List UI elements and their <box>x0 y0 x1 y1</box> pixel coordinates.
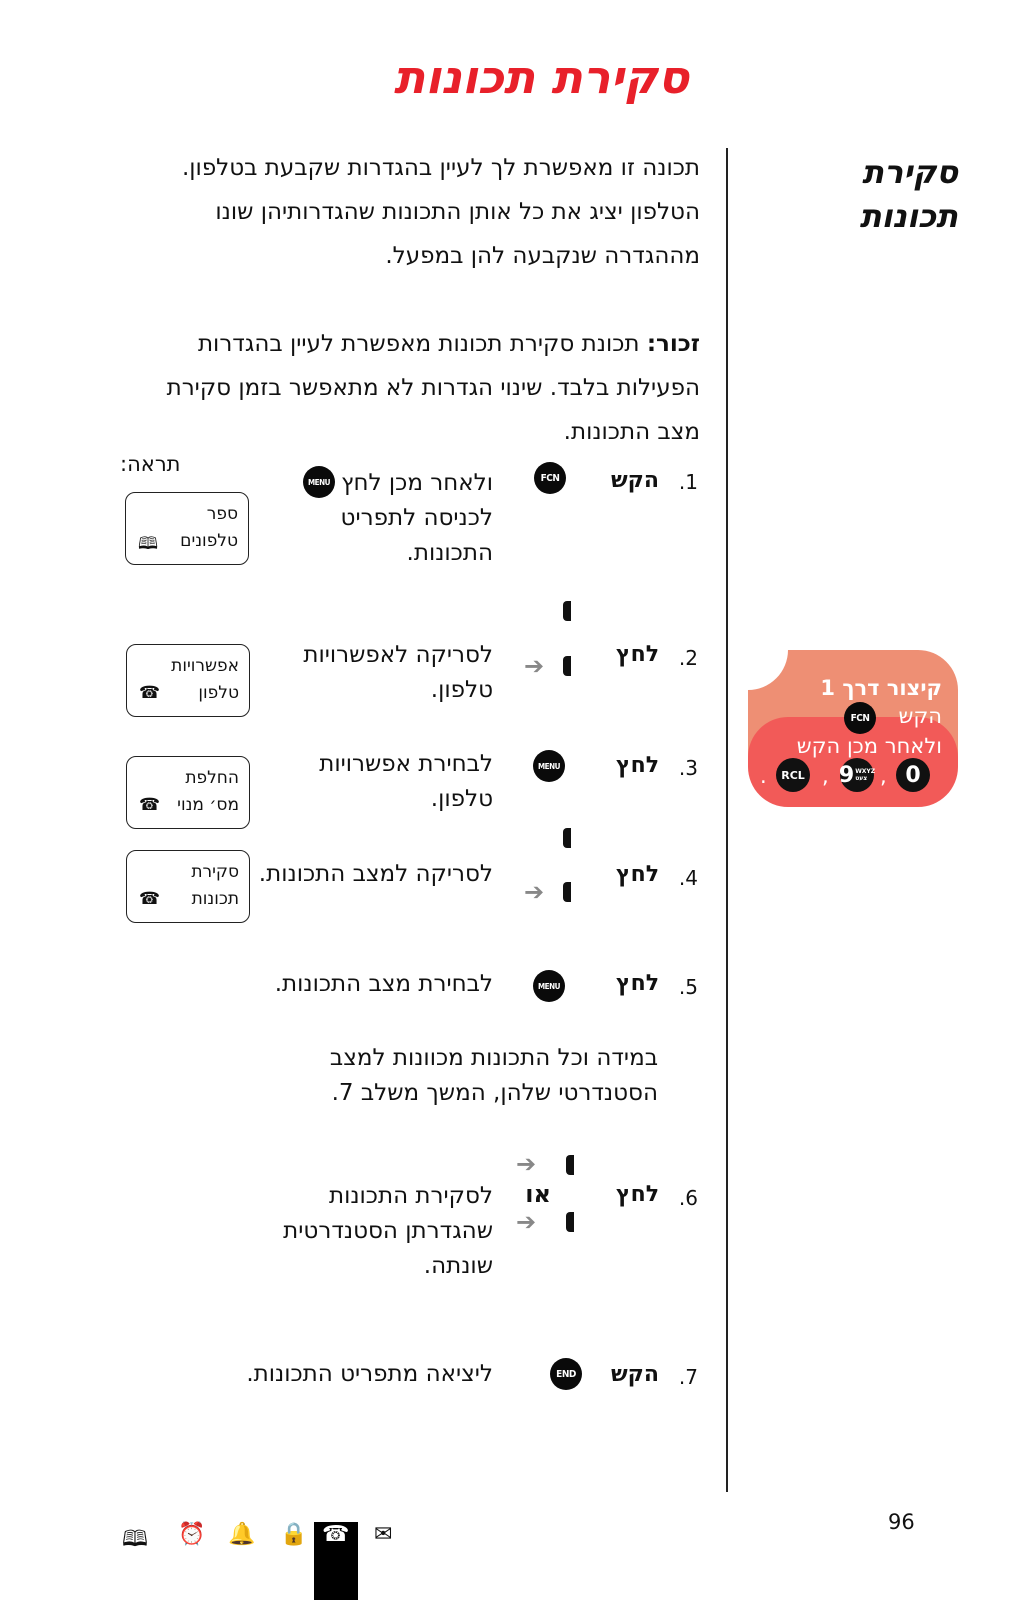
step-description: לסריקה לאפשרויות טלפון. <box>303 642 493 703</box>
side-title: סקירת תכונות <box>859 153 958 235</box>
scroll-key-icon <box>566 1155 574 1175</box>
lock-icon: 🔒 <box>280 1522 308 1547</box>
step-verb: הקש <box>611 1362 659 1387</box>
arrow-right-icon: ➔ <box>516 1150 537 1178</box>
note-paragraph <box>130 322 700 454</box>
step-verb: לחץ <box>616 642 659 667</box>
bell-icon: 🔔 <box>228 1522 256 1547</box>
note-label: זכור: <box>646 331 700 357</box>
step-number: .7 <box>678 1365 698 1389</box>
arrow-right-icon: ➔ <box>524 878 545 906</box>
display-line1: אפשרויות <box>171 656 239 676</box>
shortcut-line2: ולאחר מכן הקש <box>796 734 942 758</box>
scroll-key-icon <box>563 828 571 848</box>
fcn-key-icon: FCN <box>534 462 566 494</box>
step-verb: לחץ <box>616 1182 659 1207</box>
intro-paragraph: תכונה זו מאפשרת לך לעיין בהגדרות שקבעת בטלפון. הטלפון יציג את כל אותן התכונות שהגדרותיהן שונו מההגדרה שנקבעה להן במפעל. <box>181 155 700 269</box>
shortcut-title: קיצור דרך 1 <box>820 676 942 700</box>
step-verb: הקש <box>611 468 659 493</box>
end-key-icon: END <box>550 1358 582 1390</box>
step-number: .3 <box>678 756 698 780</box>
display-screen <box>126 756 250 829</box>
phone-icon: ☎ <box>139 683 161 703</box>
comma-separator: , <box>880 764 887 788</box>
phone-icon: ☎ <box>322 1522 350 1547</box>
book-icon: 🕮 <box>138 534 159 554</box>
display-line2: מס׳ מנוי <box>177 795 239 815</box>
step-description: ליציאה מתפריט התכונות. <box>246 1361 493 1387</box>
step-number: .5 <box>678 975 698 999</box>
menu-key-icon: MENU <box>533 750 565 782</box>
comma-separator: , <box>822 764 829 788</box>
display-screen <box>126 850 250 923</box>
key-9-sub-latin: WXYZ <box>855 768 876 775</box>
key-9-icon <box>840 758 874 792</box>
shortcut-line1: הקש <box>898 704 942 728</box>
key-9-sub-hebrew: צעט <box>855 775 868 782</box>
step-description: לבחירת מצב התכונות. <box>274 971 493 997</box>
menu-key-icon: MENU <box>303 466 335 498</box>
display-line2: טלפון <box>198 683 239 703</box>
arrow-right-icon: ➔ <box>516 1208 537 1236</box>
display-screen <box>125 492 249 565</box>
period: . <box>760 764 767 788</box>
scroll-key-icon <box>563 601 571 621</box>
step-number: .1 <box>678 470 698 494</box>
book-icon: 🕮 <box>122 1527 148 1552</box>
scroll-key-icon <box>563 656 571 676</box>
page-title: סקירת תכונות <box>393 50 689 104</box>
column-divider <box>726 148 728 1492</box>
display-line2: תכונות <box>191 889 239 909</box>
page-number: 96 <box>888 1510 915 1534</box>
display-line1: ספר <box>206 504 238 524</box>
menu-key-icon: MENU <box>533 970 565 1002</box>
envelope-icon: ✉ <box>374 1522 393 1547</box>
scroll-key-icon <box>563 882 571 902</box>
key-9-label: 9 <box>838 762 855 788</box>
rcl-key-icon: RCL <box>776 758 810 792</box>
step-description: לסריקה למצב התכונות. <box>258 861 493 887</box>
phone-icon: ☎ <box>139 795 161 815</box>
scroll-key-icon <box>566 1212 574 1232</box>
step-description: ולאחר מכן לחץ <box>341 470 493 496</box>
fcn-key-icon: FCN <box>844 702 876 734</box>
phone-icon: ☎ <box>139 889 161 909</box>
step-description: לבחירת אפשרויות טלפון. <box>319 751 493 812</box>
key-9-sub <box>855 768 875 782</box>
display-line1: החלפת <box>185 768 239 788</box>
step-number: .2 <box>678 646 698 670</box>
step-verb: לחץ <box>616 753 659 778</box>
arrow-right-icon: ➔ <box>524 652 545 680</box>
alarm-icon: ⏰ <box>178 1522 206 1547</box>
mid-note: במידה וכל התכונות מכוונות למצב הסטנדרטי שלהן, המשך משלב 7. <box>329 1045 658 1106</box>
step-number: .4 <box>678 866 698 890</box>
note-text: תכונת סקירת תכונות מאפשרת לעיין בהגדרות הפעילות בלבד. שינוי הגדרות לא מתאפשר בזמן סקירת מצב התכונות. <box>166 331 700 445</box>
key-0-icon: 0 <box>896 758 930 792</box>
step-verb: לחץ <box>616 971 659 996</box>
display-heading: תראה: <box>120 452 181 476</box>
step-number: .6 <box>678 1186 698 1210</box>
step-description: לסקירת התכונות שהגדרתן הסטנדרטית שונתה. <box>283 1183 493 1279</box>
display-line2: טלפונים <box>180 531 238 551</box>
display-screen <box>126 644 250 717</box>
display-line1: סקירת <box>191 862 239 882</box>
step-verb: לחץ <box>616 862 659 887</box>
step-description-cont: לכניסה לתפריט התכונות. <box>340 505 493 566</box>
or-label: או <box>525 1180 551 1208</box>
